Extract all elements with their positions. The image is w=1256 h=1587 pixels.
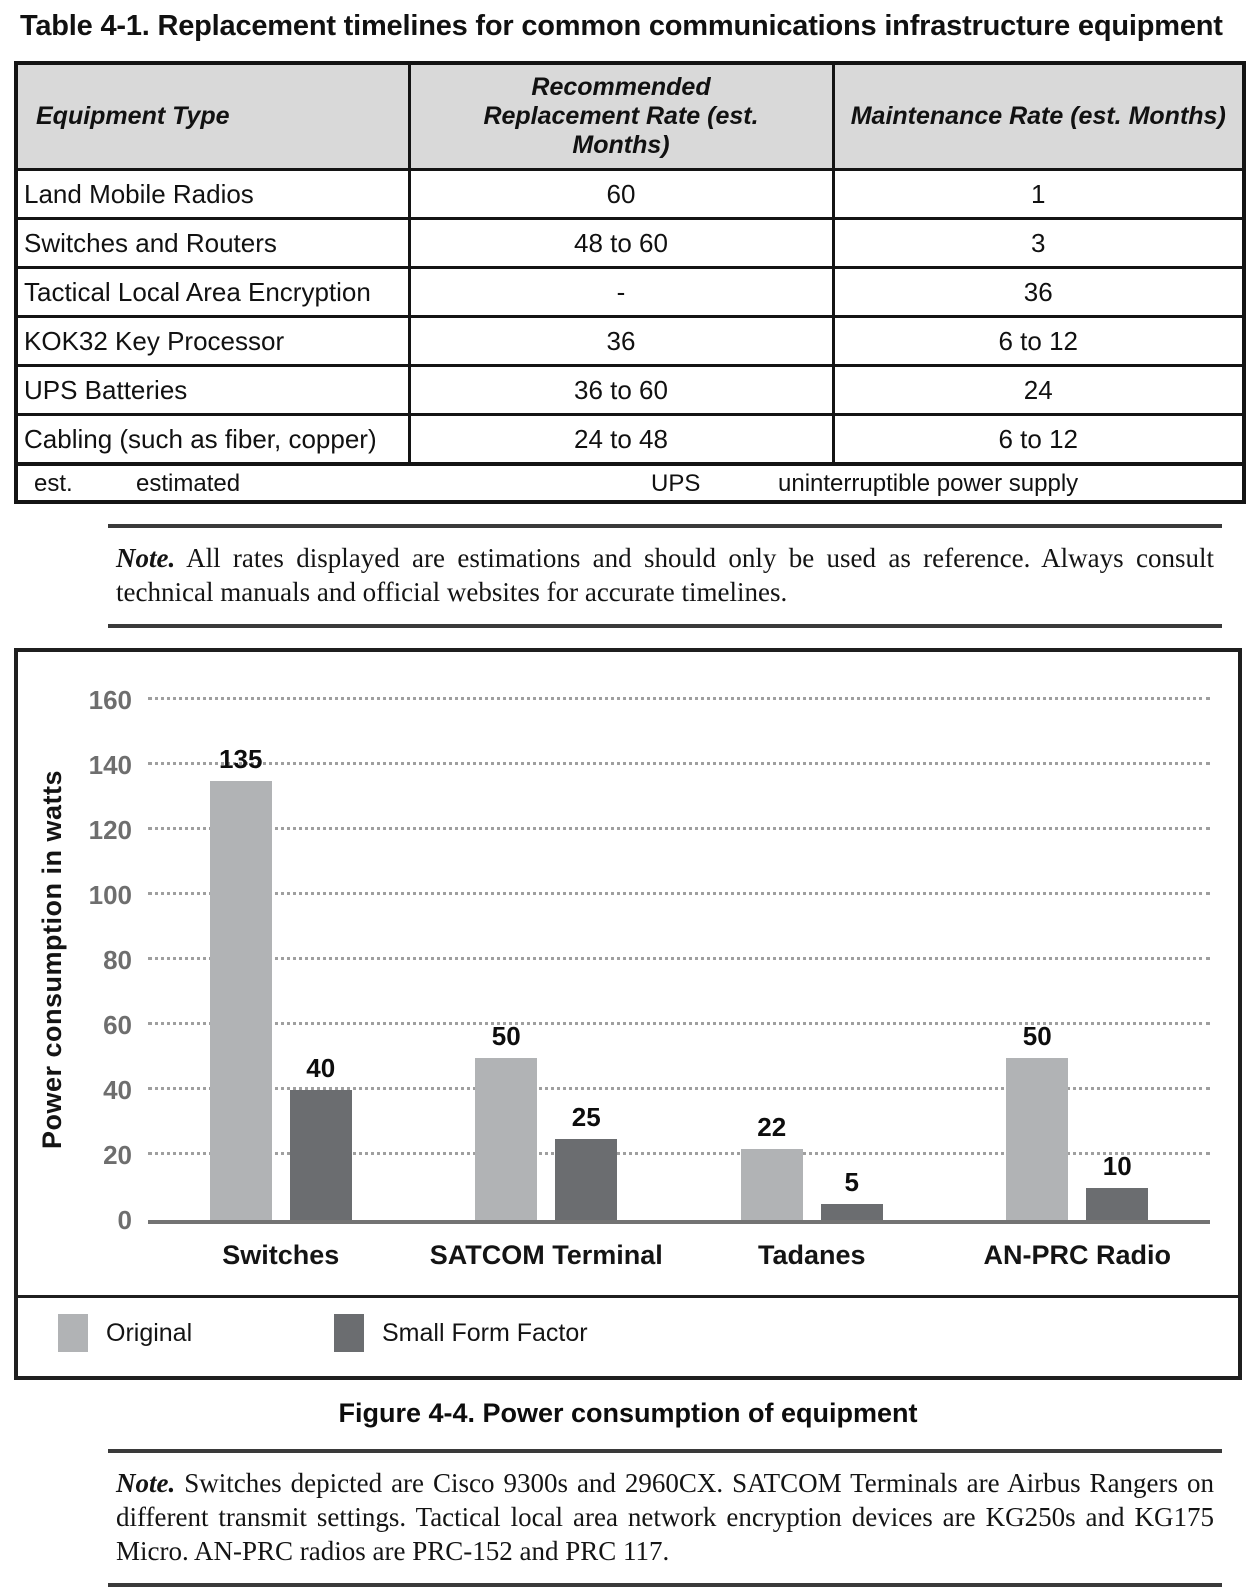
figure-caption: Figure 4-4. Power consumption of equipment: [338, 1398, 918, 1428]
table-row: [16, 219, 1244, 268]
table-cell: UPS Batteries: [16, 366, 409, 415]
abbrev-est: est.: [34, 470, 73, 497]
bar-small-form-factor: [1086, 1150, 1148, 1221]
table-cell: 3: [833, 219, 1244, 268]
table-note: [108, 524, 1222, 628]
x-axis-label: AN-PRC Radio: [983, 1240, 1171, 1270]
figure-box: [14, 648, 1242, 1380]
y-tick-label: 80: [103, 945, 132, 975]
legend-label: Original: [106, 1318, 193, 1347]
bar-small-form-factor: [290, 1053, 352, 1220]
figure-note: [108, 1449, 1222, 1587]
table-cell: 36: [409, 317, 833, 366]
table-cell: 60: [409, 170, 833, 219]
note-text: All rates displayed are estimations and should only be used as reference. Always consult technical manuals and official websites for accurate timelines.: [116, 543, 1214, 607]
y-tick-label: 40: [103, 1075, 132, 1105]
bar-original: [475, 1020, 537, 1221]
table-row: [16, 366, 1244, 415]
y-tick-label: 100: [88, 880, 132, 910]
table-row: [16, 317, 1244, 366]
y-tick-label: 60: [103, 1010, 132, 1040]
bar-small-form-factor: [555, 1101, 617, 1220]
y-tick-label: 0: [117, 1205, 132, 1235]
table-cell: 24: [833, 366, 1244, 415]
table-body: [16, 170, 1244, 465]
table-cell: 36 to 60: [409, 366, 833, 415]
note-text: Switches depicted are Cisco 9300s and 2960CX. SATCOM Terminals are Airbus Rangers on different transmit settings. Tactical local area network encryption devices are KG250s and KG175 Micro. AN-PRC radios are PRC-152 and PRC 117.: [116, 1468, 1214, 1566]
y-tick-label: 120: [88, 815, 132, 845]
bar-group: [414, 700, 680, 1220]
legend-item: [58, 1314, 334, 1352]
bar-chart: [18, 652, 1238, 1295]
y-axis-ticks: [76, 685, 132, 1235]
bar-value-label: 22: [757, 1111, 787, 1142]
table-row: [16, 170, 1244, 219]
table-cell: 1: [833, 170, 1244, 219]
bar-group: [148, 700, 414, 1220]
x-axis-labels: [148, 1224, 1210, 1295]
table-cell: Cabling (such as fiber, copper): [16, 415, 409, 465]
equipment-table: [14, 61, 1246, 504]
bar-value-label: 50: [1022, 1020, 1052, 1051]
bar-value-label: 50: [491, 1020, 521, 1051]
bar-original: [210, 744, 272, 1220]
bar-value-label: 135: [219, 744, 263, 775]
y-tick-label: 160: [88, 685, 132, 715]
note-label: Note.: [116, 1468, 176, 1498]
bar-small-form-factor: [821, 1166, 883, 1220]
table-cell: KOK32 Key Processor: [16, 317, 409, 366]
table-cell: Switches and Routers: [16, 219, 409, 268]
y-tick-label: 140: [88, 750, 132, 780]
y-axis-title: Power consumption in watts: [36, 770, 67, 1150]
bar-value-label: 40: [306, 1053, 336, 1083]
legend-label: Small Form Factor: [382, 1318, 588, 1347]
table-cell: 6 to 12: [833, 415, 1244, 465]
note-label: Note.: [116, 543, 176, 573]
header-maintenance-rate: Maintenance Rate (est. Months): [833, 63, 1244, 170]
legend-swatch-original: [58, 1314, 88, 1352]
bar-groups: [148, 700, 1210, 1220]
abbreviation-row: [16, 464, 1244, 502]
y-tick-label: 20: [103, 1140, 132, 1170]
bar-original: [1006, 1020, 1068, 1221]
table-cell: 6 to 12: [833, 317, 1244, 366]
abbrev-est-meaning: estimated: [136, 470, 241, 497]
table-header-row: [16, 63, 1244, 170]
table-row: [16, 415, 1244, 465]
table-cell: 24 to 48: [409, 415, 833, 465]
header-equipment-type: Equipment Type: [16, 63, 409, 170]
legend-item: [334, 1314, 588, 1352]
table-cell: -: [409, 268, 833, 317]
bar-group: [679, 700, 945, 1220]
header-replacement-rate: Recommended Replacement Rate (est. Months): [409, 63, 833, 170]
table-row: [16, 268, 1244, 317]
x-axis-label: SATCOM Terminal: [429, 1240, 663, 1270]
table-cell: 36: [833, 268, 1244, 317]
table-cell: Tactical Local Area Encryption: [16, 268, 409, 317]
legend: [18, 1295, 1238, 1376]
bar-value-label: 5: [844, 1166, 859, 1197]
bar-value-label: 25: [571, 1101, 601, 1132]
abbrev-ups: UPS: [651, 470, 701, 497]
bar-value-label: 10: [1102, 1150, 1132, 1181]
legend-swatch-small-form-factor: [334, 1314, 364, 1352]
x-axis-label: Switches: [222, 1240, 340, 1270]
table-title: Table 4-1. Replacement timelines for common communications infrastructure equipment: [20, 10, 1223, 42]
bar-original: [741, 1111, 803, 1221]
table-cell: 48 to 60: [409, 219, 833, 268]
bar-group: [945, 700, 1211, 1220]
x-axis-label: Tadanes: [757, 1240, 866, 1270]
plot-area: [148, 700, 1210, 1224]
table-cell: Land Mobile Radios: [16, 170, 409, 219]
abbrev-ups-meaning: uninterruptible power supply: [778, 470, 1079, 497]
